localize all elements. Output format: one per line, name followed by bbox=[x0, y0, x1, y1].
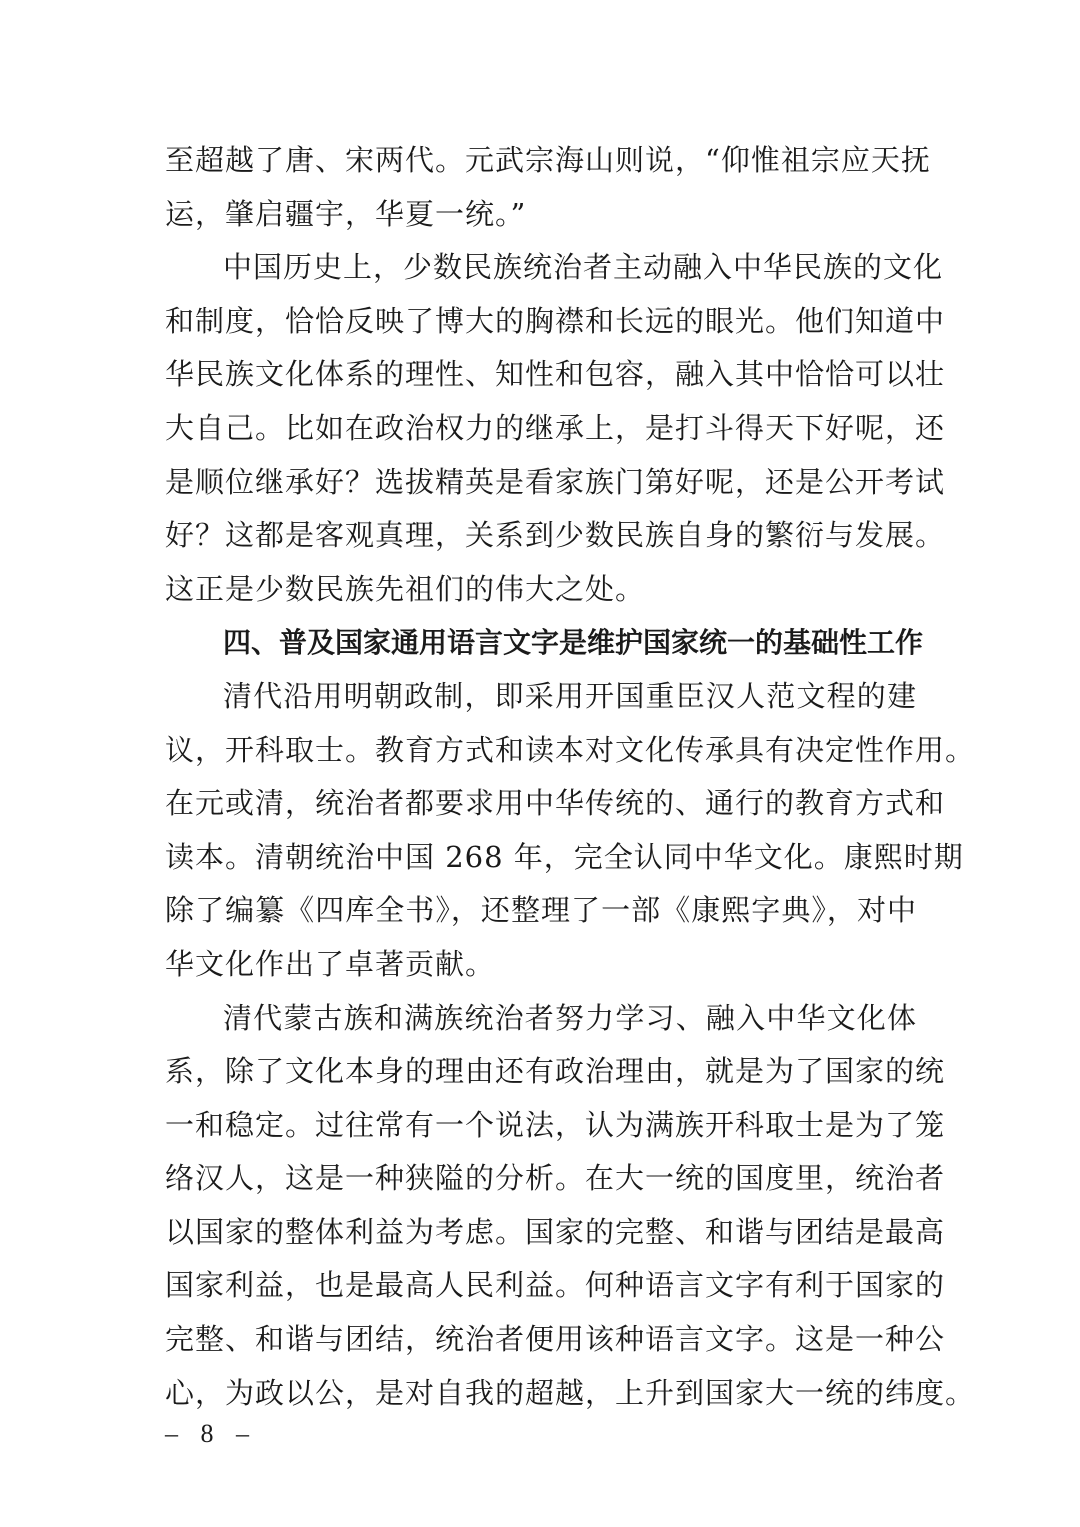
text-line: 中国历史上，少数民族统治者主动融入中华民族的文化 bbox=[223, 250, 944, 285]
text-line: 运，肇启疆宇，华夏一统。” bbox=[165, 196, 527, 231]
text-line: 系，除了文化本身的理由还有政治理由，就是为了国家的统 bbox=[165, 1054, 946, 1089]
text-line: 完整、和谐与团结，统治者便用该种语言文字。这是一种公 bbox=[165, 1322, 946, 1357]
text-line: 至超越了唐、宋两代。元武宗海山则说，“仰惟祖宗应天抚 bbox=[165, 143, 931, 177]
document-body bbox=[165, 134, 976, 1420]
text-line: 和制度，恰恰反映了博大的胸襟和长远的眼光。他们知道中 bbox=[165, 303, 946, 338]
text-line: 国家利益，也是最高人民利益。何种语言文字有利于国家的 bbox=[165, 1268, 946, 1303]
text-line: 络汉人，这是一种狭隘的分析。在大一统的国度里，统治者 bbox=[165, 1161, 946, 1196]
text-line: 华文化作出了卓著贡献。 bbox=[165, 946, 496, 981]
text-line: 一和稳定。过往常有一个说法，认为满族开科取士是为了笼 bbox=[165, 1107, 946, 1142]
text-line: 在元或清，统治者都要求用中华传统的、通行的教育方式和 bbox=[165, 786, 946, 821]
text-line: 以国家的整体利益为考虑。国家的完整、和谐与团结是最高 bbox=[165, 1214, 946, 1249]
text-line: 清代蒙古族和满族统治者努力学习、融入中华文化体 bbox=[223, 1000, 917, 1035]
text-line: 是顺位继承好？选拔精英是看家族门第好呢，还是公开考试 bbox=[165, 464, 946, 499]
text-line: 清代沿用明朝政制，即采用开国重臣汉人范文程的建 bbox=[223, 678, 917, 713]
text-line: 华民族文化体系的理性、知性和包容，融入其中恰恰可以壮 bbox=[165, 357, 946, 392]
text-line: 这正是少数民族先祖们的伟大之处。 bbox=[165, 571, 646, 606]
text-line: 心，为政以公，是对自我的超越，上升到国家大一统的纬度。 bbox=[165, 1375, 976, 1410]
text-line: 读本。清朝统治中国 268 年，完全认同中华文化。康熙时期 bbox=[165, 839, 964, 874]
section-heading: 四、普及国家通用语言文字是维护国家统一的基础性工作 bbox=[223, 626, 924, 660]
page-number: – 8 – bbox=[165, 1419, 257, 1448]
text-line: 议，开科取士。教育方式和读本对文化传承具有决定性作用。 bbox=[165, 732, 976, 767]
text-line: 好？这都是客观真理，关系到少数民族自身的繁衍与发展。 bbox=[165, 518, 946, 553]
text-line: 除了编纂《四库全书》，还整理了一部《康熙字典》，对中 bbox=[165, 893, 917, 928]
text-line: 大自己。比如在政治权力的继承上，是打斗得天下好呢，还 bbox=[165, 410, 946, 445]
